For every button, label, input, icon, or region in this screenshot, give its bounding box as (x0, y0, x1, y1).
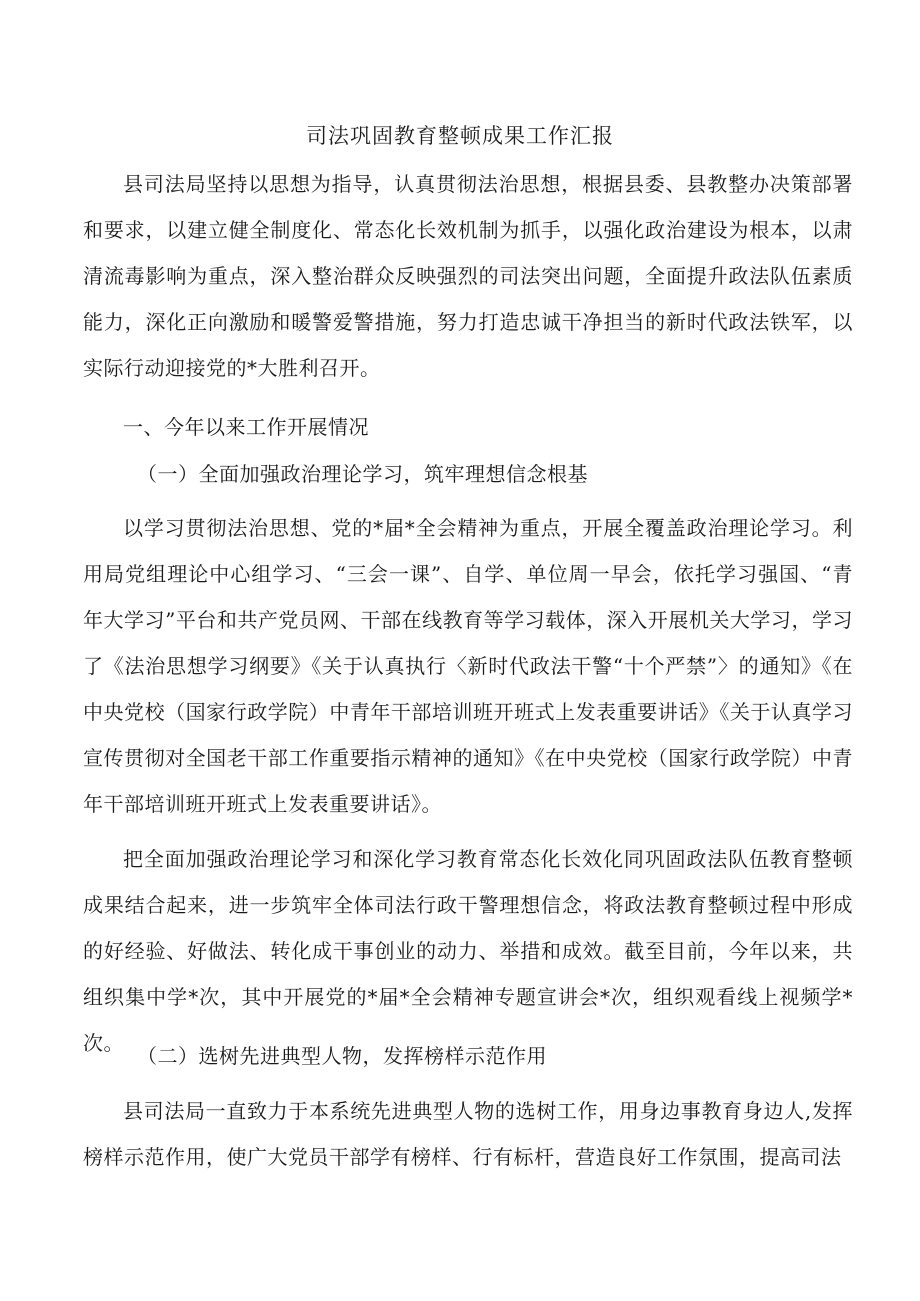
section-1-heading: 一、今年以来工作开展情况 (123, 415, 369, 439)
subsection-1-heading: （一）全面加强政治理论学习，筑牢理想信念根基 (137, 462, 588, 486)
subsection-2-heading: （二）选树先进典型人物，发挥榜样示范作用 (137, 1044, 547, 1068)
subsection-2-paragraph-1: 县司法局一直致力于本系统先进典型人物的选树工作，用身边事教育身边人,发挥榜样示范作用，使广大党员干部学有榜样、行有标杆，营造良好工作氛围，提高司法 (83, 1099, 853, 1169)
subsection-1-paragraph-1: 以学习贯彻法治思想、党的*届*全会精神为重点，开展全覆盖政治理论学习。利用局党组理论中心组学习、“三会一课”、自学、单位周一早会，依托学习强国、“青年大学习”平台和共产党员网、干部在线教育等学习载体，深入开展机关大学习，学习了《法治思想学习纲要》《关于认真执行〈新时代政法干警“十个严禁”〉的通知》《在中央党校（国家行政学院）中青年干部培训班开班式上发表重要讲话》《关于认真学习宣传贯彻对全国老干部工作重要指示精神的通知》《在中央党校（国家行政学院）中青年干部培训班开班式上发表重要讲话》。 (83, 516, 853, 816)
subsection-1-paragraph-2: 把全面加强政治理论学习和深化学习教育常态化长效化同巩固政法队伍教育整顿成果结合起来，进一步筑牢全体司法行政干警理想信念，将政法教育整顿过程中形成的好经验、好做法、转化成干事创业的动力、举措和成效。截至目前，今年以来，共组织集中学*次，其中开展党的*届*全会精神专题宣讲会*次，组织观看线上视频学*次。 (83, 847, 853, 1055)
document-title: 司法巩固教育整顿成果工作汇报 (306, 124, 614, 148)
intro-paragraph: 县司法局坚持以思想为指导，认真贯彻法治思想，根据县委、县教整办决策部署和要求，以建立健全制度化、常态化长效机制为抓手，以强化政治建设为根本，以肃清流毒影响为重点，深入整治群众反映强烈的司法突出问题，全面提升政法队伍素质能力，深化正向激励和暖警爱警措施，努力打造忠诚干净担当的新时代政法铁军，以实际行动迎接党的*大胜利召开。 (83, 172, 853, 380)
